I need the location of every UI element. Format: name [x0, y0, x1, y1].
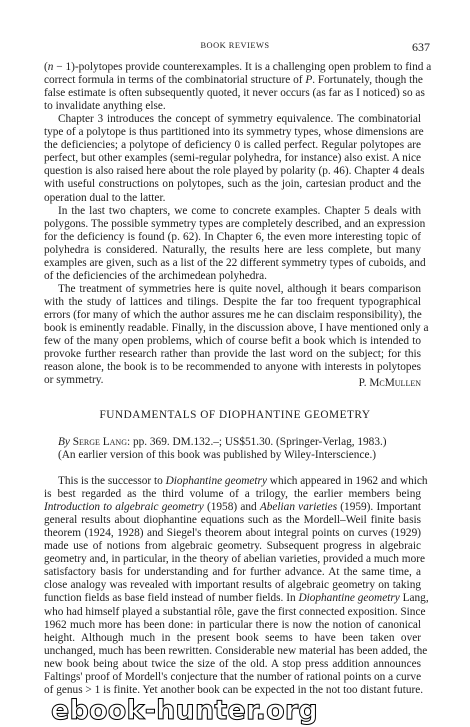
text-line: theorem (1924, 1928) and Siegel's theorem about integral points on curves (1929)	[44, 527, 421, 540]
text-line: book is eminently readable. Finally, in the discussion above, I have mentioned only a	[44, 322, 429, 334]
text-line: for the deficiency is found (p. 62). In Chapter 6, the even more interesting topic of	[44, 230, 421, 243]
text-line: Chapter 3 introduces the concept of symmetry equivalence. The combinatorial	[58, 113, 421, 126]
text-line: few of the many open problems, which of course befit a book which is intended to	[44, 335, 421, 348]
text-line: the deficiencies; a polytope of deficiency 0 is called perfect. Regular polytopes are	[44, 139, 421, 152]
text-line: This is the successor to Diophantine geometry which appeared in 1962 and which	[58, 475, 428, 487]
text-line: with the study of lattices and tilings. Despite the far too frequent typographical	[44, 295, 421, 308]
by-word: By	[58, 436, 70, 448]
text-line: geometry and, in particular, in the theory of abelian varieties, provided a much more	[44, 553, 425, 566]
text-line: question is also raised here about the role played by polarity (p. 46). Chapter 4 deals	[44, 165, 425, 178]
text-line: errors (for many of which the author assures me he can disclaim responsibility), the	[44, 308, 422, 321]
review2-note: (An earlier version of this book was published by Wiley-Interscience.)	[58, 449, 377, 461]
text-line: operation dual to the latter.	[44, 191, 166, 204]
review2-author: Serge Lang	[72, 436, 127, 448]
watermark-text: ebook-hunter.org	[51, 695, 318, 726]
text-line: who had himself played a substantial rôle, gave the first connected exposition. Since	[44, 605, 426, 618]
text-line: to invalidate anything else.	[44, 100, 166, 113]
text-line: perfect, but other examples (semi-regular polyhedra, for instance) also exist. A nice	[44, 152, 421, 165]
text-line: new book being about twice the size of the old. A stop press addition announces	[44, 657, 421, 670]
text-line: polyhedra is considered. Naturally, the results here are less complete, but many	[44, 243, 421, 256]
review2-details: : pp. 369. DM.132.–; US$51.30. (Springer-Verlag, 1983.)	[126, 436, 387, 448]
text-line: Faltings' proof of Mordell's conjecture that the number of rational points on a curve	[44, 670, 422, 683]
text-line: provoke further research rather than provide the last word on the subject; for this	[44, 348, 421, 361]
text-line: is best regarded as the third volume of a trilogy, the earlier members being	[44, 488, 421, 501]
text-line: reason alone, the book is to be recommended to anyone with interests in polytopes	[44, 361, 421, 374]
watermark	[50, 694, 420, 726]
text-line: 1962 much more has been done: in particular there is now the notion of canonical	[44, 618, 421, 631]
text-line: function fields as base field instead of number fields. In Diophantine geometry Lang,	[44, 592, 429, 605]
review2-title: FUNDAMENTALS OF DIOPHANTINE GEOMETRY	[99, 409, 371, 421]
page-number: 637	[412, 40, 430, 54]
text-line: with useful constructions on polytopes, such as the join, cartesian product and the	[44, 178, 421, 191]
text-line: examples are given, such as a list of the 22 different symmetry types of cuboids, and	[44, 256, 426, 269]
review2-byline	[58, 436, 421, 449]
text-line: height. Although much in the present book seems to have been taken over	[44, 631, 421, 644]
text-line: general results about diophantine equations such as the Mordell–Weil finite basis	[44, 514, 421, 527]
text-line: unchanged, much has been rewritten. Considerable new material has been added, the	[44, 644, 428, 657]
text-line: of the deficiencies of the archimedean polyhedra.	[44, 269, 268, 282]
text-line: (n − 1)-polytopes provide counterexamples. It is a challenging open problem to find a	[44, 61, 432, 73]
running-head-title: BOOK REVIEWS	[200, 41, 270, 50]
text-line: or symmetry.	[44, 374, 104, 387]
text-line: polygons. The possible symmetry types are completely described, and an expression	[44, 217, 426, 230]
text-line: type of a polytope is thus partitioned into its symmetry types, whose dimensions are	[44, 126, 424, 139]
text-line: close analogy was revealed with important results of algebraic geometry on taking	[44, 579, 421, 592]
text-line: false estimate is often subsequently quoted, it never occurs (as far as I noticed) so as	[44, 87, 425, 100]
text-line: The treatment of symmetries here is quite novel, although it bears comparison	[58, 282, 421, 295]
text-line: of genus > 1 is finite. Yet another book can be expected in the not too distant future.	[44, 683, 424, 696]
text-line: satisfactory basis for understanding and for further advance. At the same time, a	[44, 566, 421, 579]
text-line: made use of notions from algebraic geometry. Subsequent progress in algebraic	[44, 540, 421, 553]
text-line: In the last two chapters, we come to concrete examples. Chapter 5 deals with	[58, 204, 421, 217]
review1-signature: P. McMullen	[358, 377, 421, 389]
text-line: correct formula in terms of the combinatorial structure of P. Fortunately, though the	[44, 74, 423, 87]
text-line: Introduction to algebraic geometry (1958) and Abelian varieties (1959). Important	[44, 501, 421, 514]
